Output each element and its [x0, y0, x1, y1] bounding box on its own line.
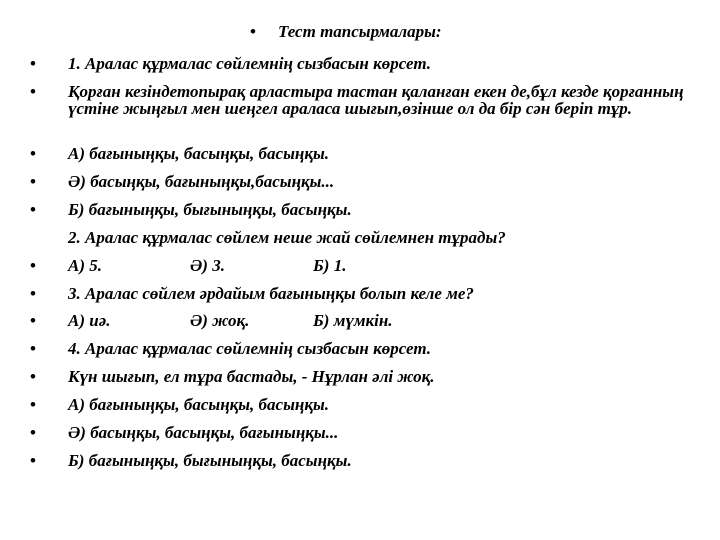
answer-b-1: Б) бағыныңқы, бығыныңқы, басыңқы. [68, 200, 352, 219]
title-text: Тест тапсырмалары: [277, 22, 442, 41]
answer-a-4: А) бағыныңқы, басыңқы, басыңқы. [68, 395, 329, 414]
answer-b-2: Б) 1. [313, 256, 347, 275]
bullet: • [30, 54, 36, 73]
bullet: • [30, 82, 36, 101]
question-4: 4. Аралас құрмалас сөйлемнің сызбасын көрсет. [68, 339, 432, 358]
question-3: 3. Аралас сөйлем әрдайым бағыныңқы болып келе ме? [68, 284, 474, 303]
bullet: • [30, 423, 36, 442]
bullet: • [30, 339, 36, 358]
bullet: • [30, 284, 36, 303]
bullet: • [30, 395, 36, 414]
question-1: 1. Аралас құрмалас сөйлемнің сызбасын көрсет. [68, 54, 432, 73]
answer-ae-4: Ә) басыңқы, басыңқы, бағыныңқы... [68, 423, 339, 442]
sentence-4: Күн шығып, ел тұра бастады, - Нұрлан әлі жоқ. [68, 367, 435, 386]
bullet: • [30, 144, 36, 163]
bullet: • [250, 22, 256, 41]
answer-a-2: А) 5. [68, 256, 102, 275]
answer-ae-1: Ә) басыңқы, бағыныңқы,басыңқы... [68, 172, 335, 191]
answer-b-3: Б) мүмкін. [313, 311, 393, 330]
answer-ae-3: Ә) жоқ. [190, 311, 250, 330]
bullet: • [30, 200, 36, 219]
bullet: • [30, 172, 36, 191]
answer-b-4: Б) бағыныңқы, бығыныңқы, басыңқы. [68, 451, 352, 470]
answer-a-1: А) бағыныңқы, басыңқы, басыңқы. [68, 144, 329, 163]
bullet: • [30, 256, 36, 275]
question-2: 2. Аралас құрмалас сөйлем неше жай сөйлемнен тұрады? [68, 228, 506, 247]
bullet: • [30, 311, 36, 330]
bullet: • [30, 367, 36, 386]
bullet: • [30, 451, 36, 470]
sentence-1: Қорған кезіндетопырақ арластыра тастан қаланған екен де,бұл кезде қорғанның үстіне жыңғыл мен шеңгел араласа шығып,өзінше ол да бір сән беріп тұр. [68, 82, 684, 118]
answer-a-3: А) иә. [68, 311, 111, 330]
slide-title [250, 22, 442, 42]
answer-ae-2: Ә) 3. [190, 256, 225, 275]
